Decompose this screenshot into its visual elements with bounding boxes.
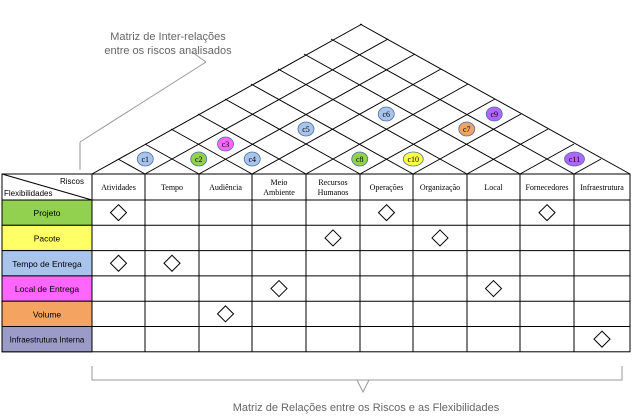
- top-caption-line-1: Matriz de Inter-relações: [110, 31, 226, 43]
- relation-diamond: [379, 205, 395, 221]
- column-header: Meio: [270, 178, 288, 187]
- risk-marker-label: c7: [462, 125, 471, 134]
- table-border: [2, 174, 630, 352]
- column-header: Audiência: [209, 183, 242, 192]
- bottom-caption: Matriz de Relações entre os Riscos e as Flexibilidades: [232, 402, 500, 414]
- top-caption-line-2: entre os riscos analisados: [104, 45, 232, 57]
- roof-gridline: [145, 39, 391, 174]
- relation-diamond: [539, 205, 555, 221]
- column-header: Fornecedores: [525, 183, 569, 192]
- column-header: Infraestrutura: [580, 183, 624, 192]
- column-header: Tempo: [160, 183, 184, 192]
- risk-marker-label: c4: [248, 155, 257, 164]
- risk-marker-label: c10: [407, 155, 420, 164]
- column-header: Humanos: [317, 188, 349, 197]
- column-header: Local: [484, 183, 503, 192]
- risk-marker-label: c3: [221, 140, 230, 149]
- relation-diamond: [325, 230, 341, 246]
- relation-diamond: [111, 205, 127, 221]
- corner-flexibilities-label: Flexibilidades: [4, 189, 53, 198]
- row-label: Projeto: [33, 208, 61, 219]
- relation-diamond: [432, 230, 448, 246]
- relation-diamond: [271, 281, 287, 297]
- row-label: Tempo de Entrega: [12, 258, 82, 269]
- risk-marker-label: c11: [568, 155, 581, 164]
- bottom-brace: [92, 366, 622, 392]
- column-header: Recursos: [318, 178, 348, 187]
- risk-marker-label: c1: [141, 155, 150, 164]
- relation-diamond: [594, 331, 610, 347]
- relations-table: [2, 174, 630, 352]
- risk-marker-label: c2: [194, 155, 203, 164]
- relation-diamond: [111, 255, 127, 271]
- roof-gridline: [278, 69, 467, 174]
- column-header: Ambiente: [263, 188, 295, 197]
- column-header: Operações: [369, 183, 404, 192]
- risk-marker-label: c5: [302, 125, 310, 134]
- row-label: Infraestrutura Interna: [9, 335, 85, 345]
- relation-diamond: [218, 306, 234, 322]
- column-header: Organização: [419, 183, 461, 192]
- row-label: Pacote: [33, 233, 61, 244]
- risk-marker-label: c8: [355, 155, 364, 164]
- row-label: Local de Entrega: [14, 284, 80, 295]
- corner-risks-label: Riscos: [59, 177, 85, 186]
- risk-marker-label: c9: [490, 110, 499, 119]
- risk-marker-label: c6: [382, 110, 391, 119]
- relation-diamond: [164, 255, 180, 271]
- roof-gridline: [331, 39, 574, 174]
- relation-diamond: [486, 281, 502, 297]
- column-header: Atividades: [101, 183, 136, 192]
- row-label: Volume: [32, 309, 62, 320]
